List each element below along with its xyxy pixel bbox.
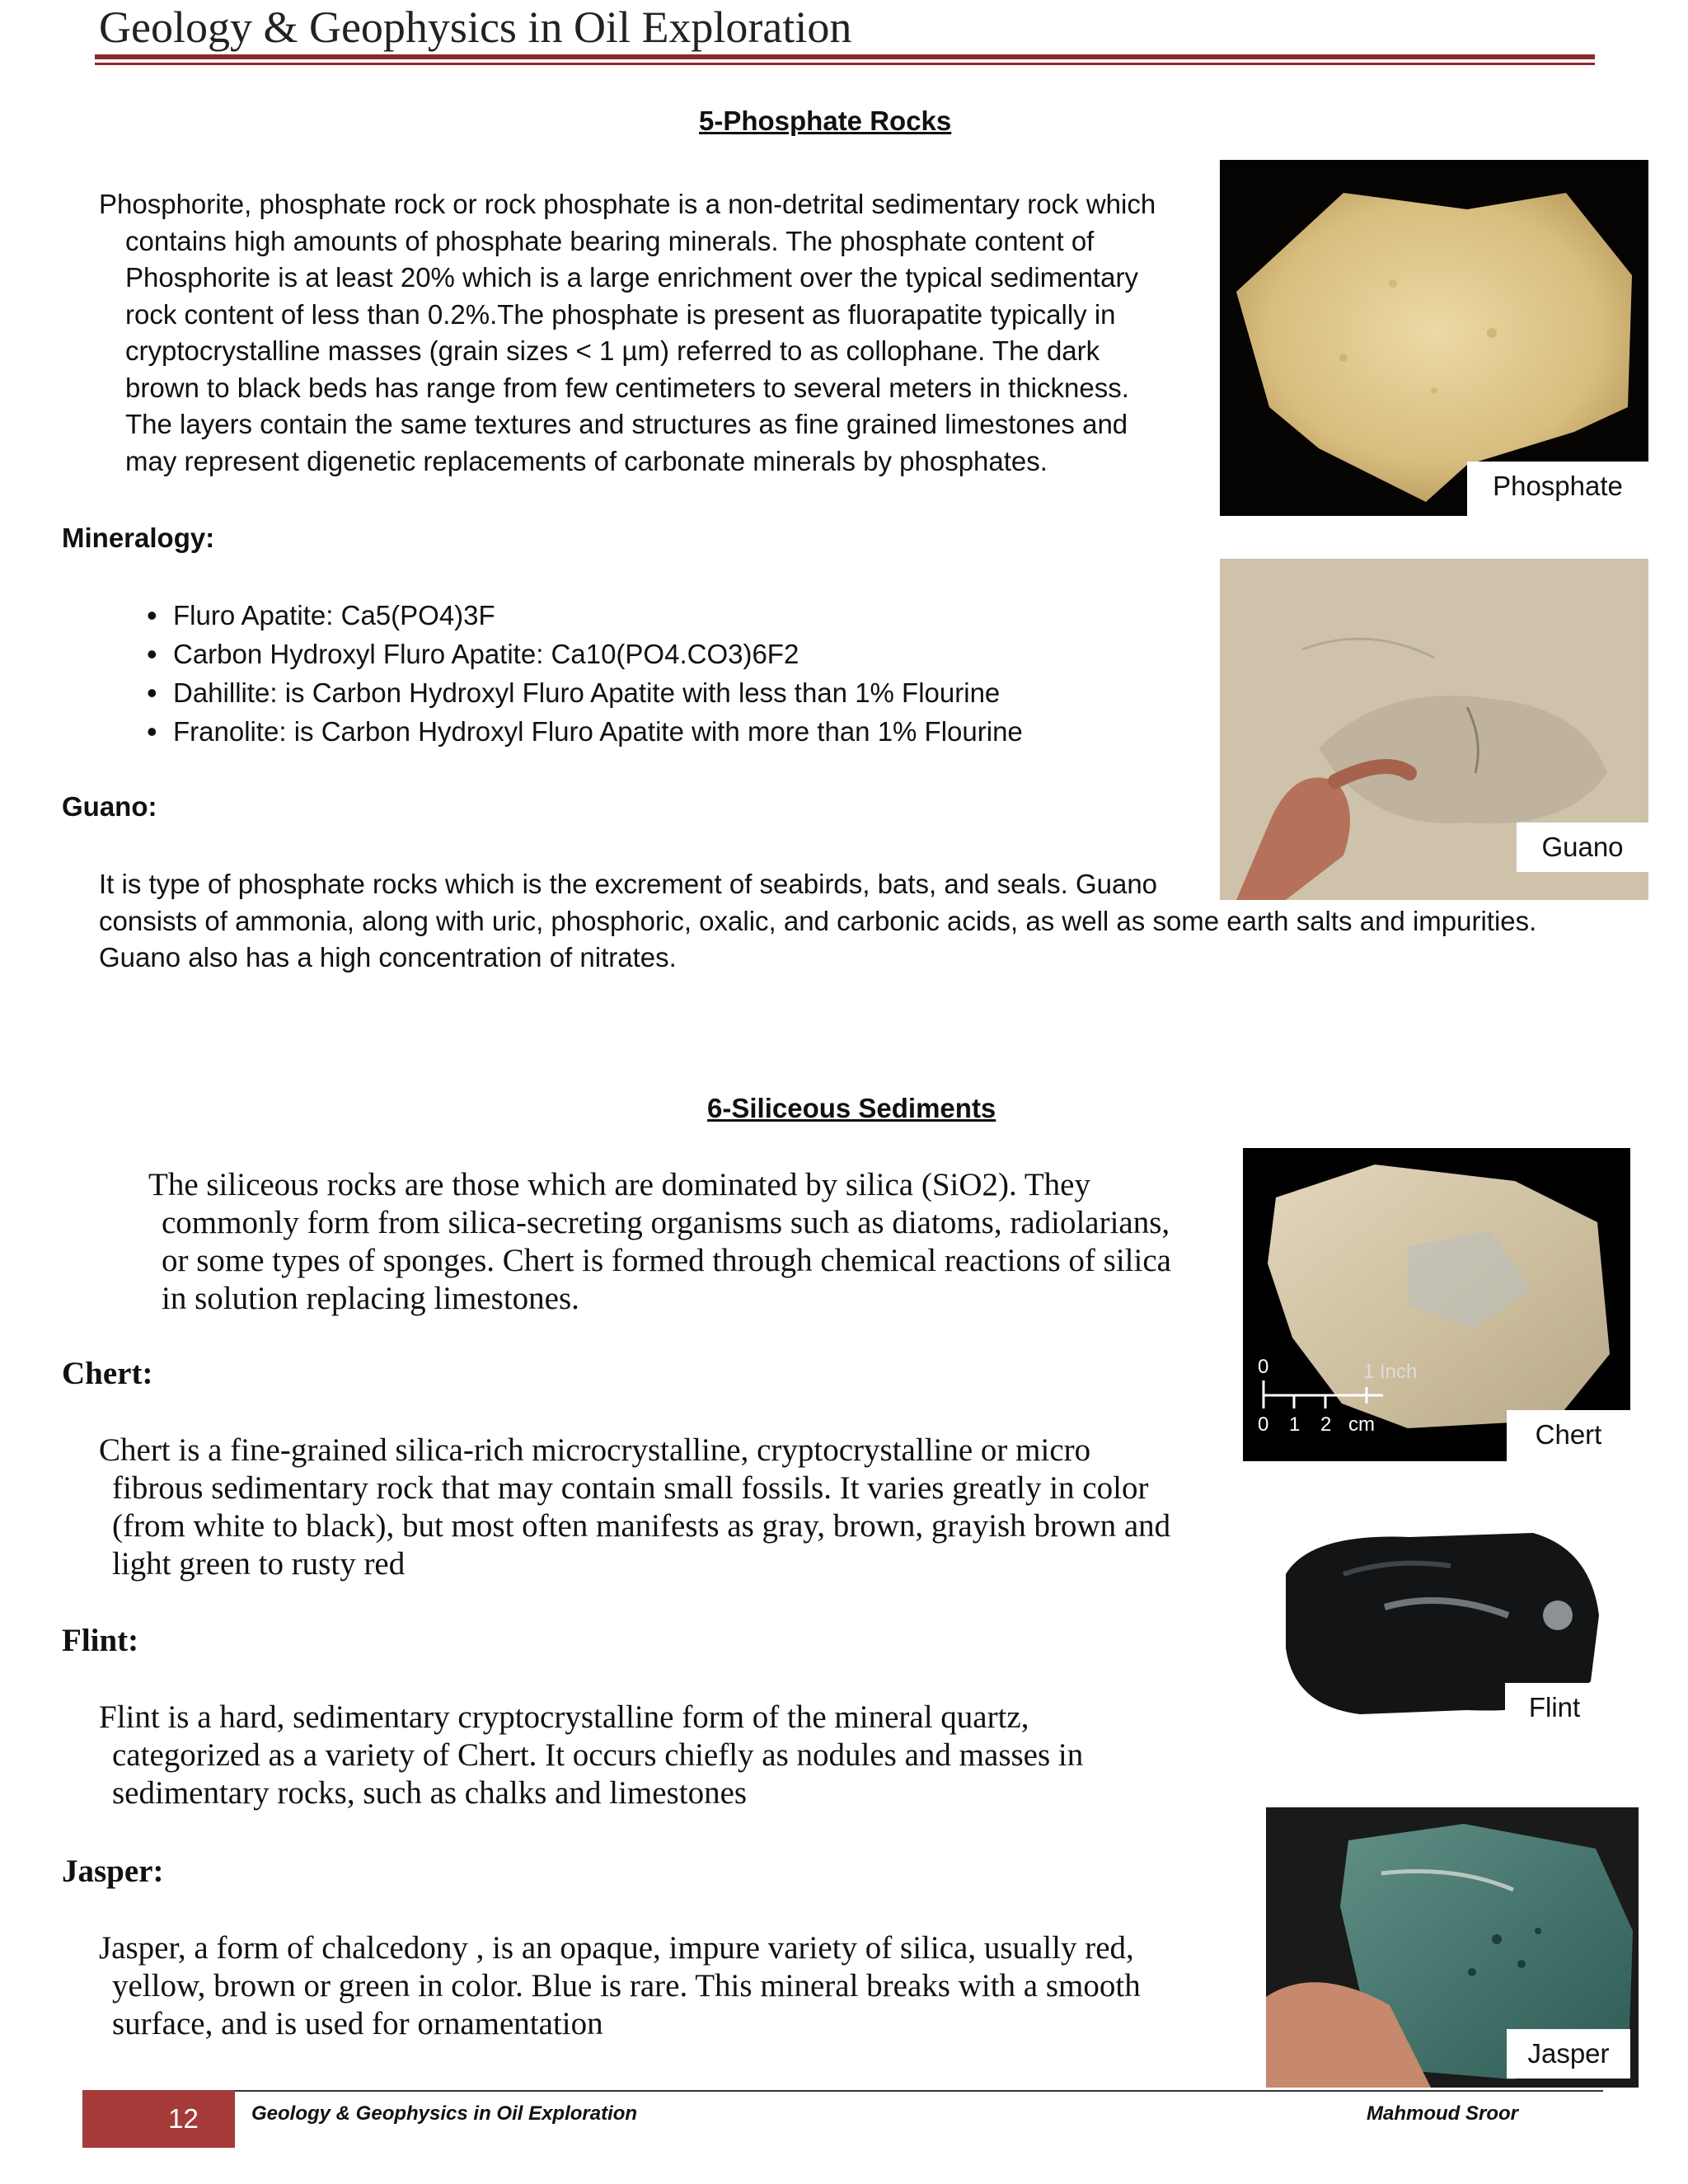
text-line: or some types of sponges. Chert is formed through chemical reactions of silica [162,1243,1171,1278]
mineralogy-list [147,596,1023,751]
jasper-paragraph [99,1929,1141,2043]
text-line: Jasper, a form of chalcedony , is an opaque, impure variety of silica, usually red, [99,1930,1134,1966]
text-line: rock content of less than 0.2%.The phosphate is present as fluorapatite typically in [125,298,1116,330]
scale-label: 0 [1258,1413,1269,1436]
text-line: sedimentary rocks, such as chalks and limestones [112,1775,748,1811]
siliceous-intro [148,1166,1171,1318]
text-line: fibrous sedimentary rock that may contain small fossils. It varies greatly in color [112,1470,1149,1506]
scale-label: cm [1348,1413,1375,1436]
caption-flint: Flint [1505,1683,1604,1732]
text-line: commonly form from silica-secreting organisms such as diatoms, radiolarians, [162,1205,1170,1240]
footer-rule [235,2090,1603,2092]
text-line: Chert is a fine-grained silica-rich microcrystalline, cryptocrystalline or micro [99,1432,1091,1468]
text-line: Phosphorite is at least 20% which is a large enrichment over the typical sedimentary [125,262,1138,293]
text-line: (from white to black), but most often manifests as gray, brown, grayish brown and [112,1508,1171,1544]
text-line: consists of ammonia, along with uric, phosphoric, oxalic, and carbonic acids, as well as some earth salts and impurities. [99,905,1537,936]
text-line: yellow, brown or green in color. Blue is rare. This mineral breaks with a smooth [112,1968,1141,2004]
list-item: • Fluro Apatite: Ca5(PO4)3F [147,596,1023,635]
caption-chert: Chert [1507,1410,1630,1461]
guano-paragraph [99,866,1536,977]
list-item: • Franolite: is Carbon Hydroxyl Fluro Apatite with more than 1% Flourine [147,712,1023,751]
heading-guano: Guano: [62,791,157,822]
caption-jasper: Jasper [1507,2029,1630,2079]
scale-label: 0 [1258,1356,1269,1378]
text-line: may represent digenetic replacements of carbonate minerals by phosphates. [125,445,1048,476]
text-line: categorized as a variety of Chert. It occurs chiefly as nodules and masses in [112,1737,1084,1773]
list-item: • Dahillite: is Carbon Hydroxyl Fluro Apatite with less than 1% Flourine [147,673,1023,712]
chert-paragraph [99,1432,1170,1583]
list-item: • Carbon Hydroxyl Fluro Apatite: Ca10(PO4.CO3)6F2 [147,635,1023,673]
text-line: contains high amounts of phosphate bearing minerals. The phosphate content of [125,225,1095,256]
section-title-phosphate: 5-Phosphate Rocks [699,105,952,136]
text-line: Flint is a hard, sedimentary cryptocrystalline form of the mineral quartz, [99,1699,1029,1735]
header-rule-thin [95,63,1595,65]
heading-jasper: Jasper: [62,1854,164,1889]
text-line: The siliceous rocks are those which are dominated by silica (SiO2). They [148,1167,1090,1202]
scale-label: 1 Inch [1363,1361,1418,1383]
text-line: The layers contain the same textures and structures as fine grained limestones and [125,409,1128,439]
text-line: Guano also has a high concentration of nitrates. [99,942,677,972]
footer-book-title: Geology & Geophysics in Oil Exploration [251,2102,638,2125]
text-line: surface, and is used for ornamentation [112,2006,603,2041]
heading-flint: Flint: [62,1623,139,1658]
text-line: brown to black beds has range from few centimeters to several meters in thickness. [125,372,1129,403]
heading-chert: Chert: [62,1356,153,1391]
header-title: Geology & Geophysics in Oil Exploration [99,2,852,52]
footer-author: Mahmoud Sroor [1367,2102,1518,2125]
caption-guano: Guano [1517,823,1648,872]
page-number: 12 [168,2103,199,2134]
text-line: in solution replacing limestones. [162,1281,579,1316]
caption-phosphate: Phosphate [1467,462,1648,516]
scale-label: 1 [1289,1413,1301,1436]
section-title-siliceous: 6-Siliceous Sediments [707,1093,996,1123]
text-line: light green to rusty red [112,1546,406,1582]
header-rule [95,54,1595,59]
text-line: Phosphorite, phosphate rock or rock phosphate is a non-detrital sedimentary rock which [99,189,1156,219]
text-line: It is type of phosphate rocks which is the excrement of seabirds, bats, and seals. Guano [99,869,1158,899]
phosphate-intro [99,186,1156,480]
text-line: cryptocrystalline masses (grain sizes < 1 µm) referred to as collophane. The dark [125,335,1100,366]
heading-mineralogy: Mineralogy: [62,523,215,553]
scale-label: 2 [1320,1413,1332,1436]
flint-paragraph [99,1699,1083,1812]
